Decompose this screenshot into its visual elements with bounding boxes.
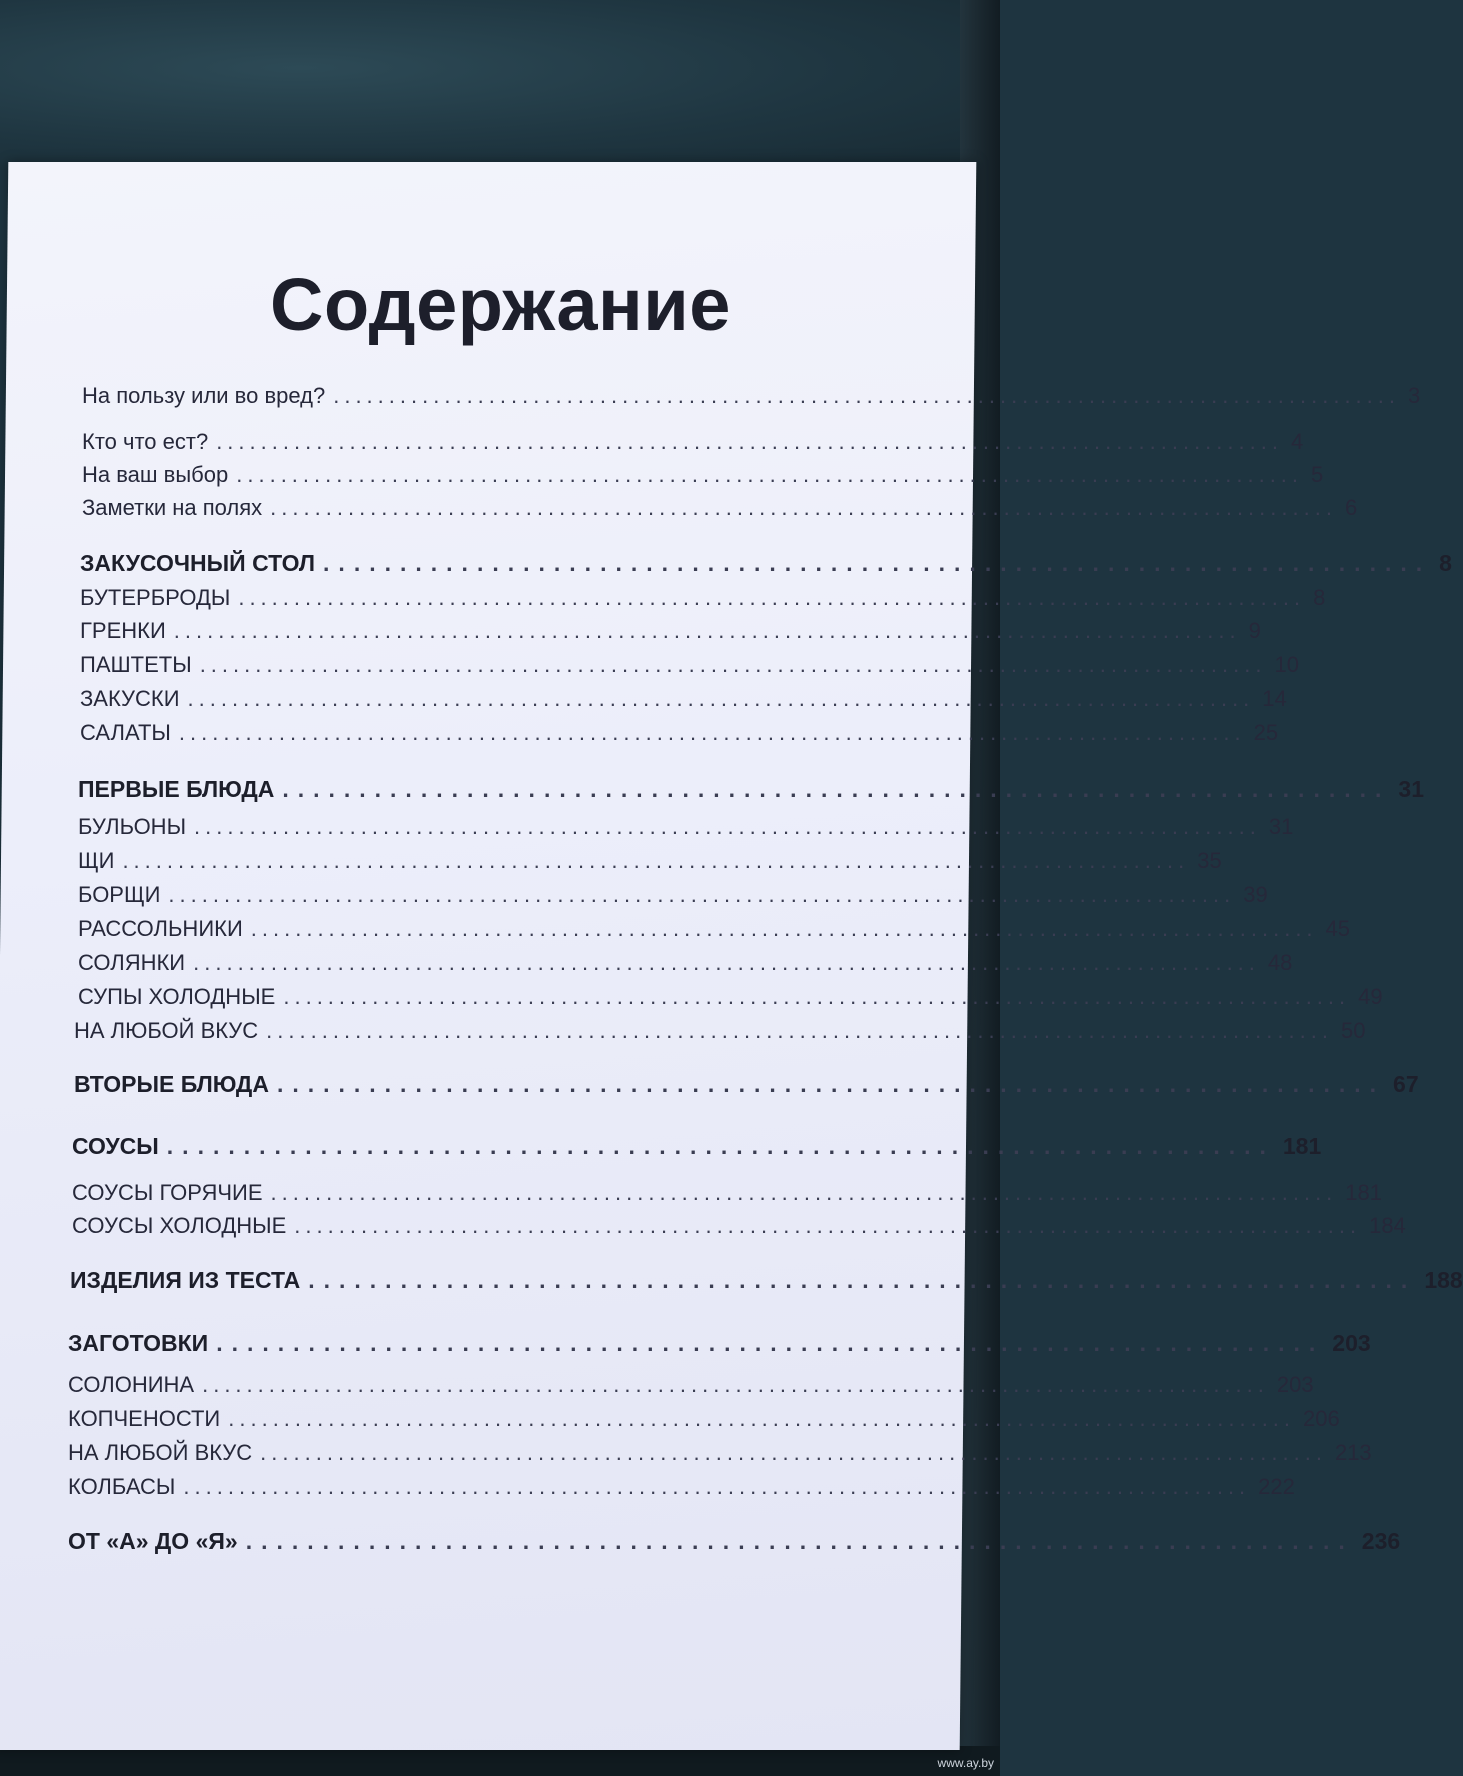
toc-leader-dots: ........................................................................	[308, 1267, 1417, 1293]
toc-entry-page: 5	[1311, 462, 1324, 487]
toc-leader-dots: ........................................................................	[216, 1330, 1325, 1356]
toc-entry-label: СОЛЯНКИ	[78, 950, 186, 975]
toc-entry	[82, 495, 1358, 521]
toc-section-page: 236	[1361, 1528, 1401, 1554]
toc-entry-label: СОУСЫ ГОРЯЧИЕ	[72, 1180, 263, 1205]
toc-section-label: ЗАГОТОВКИ	[68, 1330, 209, 1356]
toc-entry-label: Заметки на полях	[82, 495, 263, 520]
toc-section-label: ИЗДЕЛИЯ ИЗ ТЕСТА	[70, 1267, 301, 1293]
toc-entry	[78, 848, 1222, 874]
toc-entry	[82, 462, 1324, 488]
toc-entry-label: БОРЩИ	[78, 882, 161, 907]
toc-entry-label: СУПЫ ХОЛОДНЫЕ	[78, 984, 276, 1009]
toc-entry-page: 6	[1344, 495, 1358, 520]
toc-leader-dots: ........................................................................	[166, 1133, 1275, 1159]
toc-entry-page: 4	[1290, 429, 1304, 454]
toc-section	[68, 1330, 1371, 1357]
toc-entry-page: 203	[1276, 1372, 1314, 1397]
toc-section	[70, 1267, 1463, 1294]
toc-leader-dots: ................................................................................................	[178, 720, 1246, 745]
toc-leader-dots: ................................................................................................	[283, 984, 1351, 1009]
toc-leader-dots: ................................................................................................	[270, 1180, 1338, 1205]
toc-leader-dots: ........................................................................	[245, 1528, 1354, 1554]
toc-leader-dots: ................................................................................................	[187, 686, 1255, 711]
toc-leader-dots: ................................................................................................	[250, 916, 1318, 941]
toc-entry-label: КОПЧЕНОСТИ	[68, 1406, 221, 1431]
toc-section-label: ОТ «А» ДО «Я»	[68, 1528, 238, 1554]
toc-entry-page: 3	[1408, 383, 1421, 408]
toc-entry-page: 206	[1303, 1406, 1340, 1431]
toc-entry-label: На пользу или во вред?	[82, 383, 326, 408]
toc-entry	[80, 720, 1279, 746]
toc-entry-page: 10	[1274, 652, 1299, 677]
toc-entry-label: РАССОЛЬНИКИ	[78, 916, 243, 941]
toc-leader-dots: ................................................................................................	[238, 585, 1306, 610]
toc-entry-page: 48	[1267, 950, 1293, 975]
toc-entry-page: 25	[1253, 720, 1279, 745]
toc-leader-dots: ................................................................................................	[173, 618, 1241, 643]
toc-section	[74, 1071, 1419, 1098]
toc-entry	[80, 652, 1299, 678]
toc-entry-page: 31	[1268, 814, 1294, 839]
toc-entry-page: 213	[1334, 1440, 1372, 1465]
toc-entry-label: ГРЕНКИ	[80, 618, 166, 643]
toc-section-page: 203	[1332, 1330, 1371, 1356]
toc-section-page: 8	[1439, 550, 1452, 576]
toc-section	[80, 550, 1452, 577]
toc-leader-dots: ................................................................................................	[228, 1406, 1296, 1431]
toc-section-label: ЗАКУСОЧНЫЙ СТОЛ	[80, 550, 316, 576]
toc-entry	[68, 1474, 1295, 1500]
toc-section-page: 181	[1282, 1133, 1322, 1159]
toc-entry-page: 45	[1325, 916, 1351, 941]
toc-entry	[80, 585, 1326, 611]
toc-leader-dots: ........................................................................	[282, 776, 1391, 802]
toc-entry-label: Кто что ест?	[82, 429, 209, 454]
toc-entry-page: 8	[1313, 585, 1326, 610]
toc-entry	[68, 1440, 1372, 1466]
toc-section-page: 188	[1424, 1267, 1463, 1293]
toc-leader-dots: ................................................................................................	[168, 882, 1236, 907]
toc-section	[72, 1133, 1322, 1160]
toc-entry	[78, 916, 1351, 942]
toc-leader-dots: ................................................................................................	[294, 1213, 1362, 1238]
toc-entry	[68, 1406, 1340, 1432]
toc-entry	[82, 383, 1421, 409]
toc-leader-dots: ................................................................................................	[122, 848, 1190, 873]
toc-entry-page: 39	[1243, 882, 1268, 907]
toc-leader-dots: ................................................................................................	[202, 1372, 1269, 1397]
toc-leader-dots: ........................................................................	[323, 550, 1432, 576]
toc-entry-label: ЗАКУСКИ	[80, 686, 180, 711]
toc-leader-dots: ................................................................................................	[216, 429, 1283, 454]
toc-entry-page: 184	[1369, 1213, 1406, 1238]
toc-leader-dots: ................................................................................................	[270, 495, 1337, 520]
toc-section-label: ПЕРВЫЕ БЛЮДА	[78, 776, 275, 802]
toc-section-page: 31	[1398, 776, 1424, 802]
toc-entry-page: 49	[1358, 984, 1383, 1009]
toc-entry-label: НА ЛЮБОЙ ВКУС	[68, 1440, 253, 1465]
toc-entry	[80, 686, 1287, 712]
toc-entry	[74, 1018, 1366, 1044]
toc-entry-label: ЩИ	[78, 848, 115, 873]
watermark: www.ay.by	[937, 1756, 994, 1770]
toc-section	[78, 776, 1424, 803]
toc-entry-label: КОЛБАСЫ	[68, 1474, 176, 1499]
toc-leader-dots: ................................................................................................	[260, 1440, 1327, 1465]
toc-entry-label: СОУСЫ ХОЛОДНЫЕ	[72, 1213, 287, 1238]
toc-entry	[72, 1180, 1383, 1206]
toc-entry	[78, 814, 1294, 840]
toc-leader-dots: ................................................................................................	[183, 1474, 1251, 1499]
toc-entry-label: БУТЕРБРОДЫ	[80, 585, 231, 610]
toc-entry	[78, 950, 1293, 976]
toc-entry-label: СОЛОНИНА	[68, 1372, 195, 1397]
toc-entry-page: 181	[1345, 1180, 1383, 1205]
toc-section-page: 67	[1393, 1071, 1419, 1097]
toc-entry-page: 9	[1248, 618, 1261, 643]
toc-leader-dots: ................................................................................................	[199, 652, 1267, 677]
toc-entry	[78, 882, 1268, 908]
toc-entry-label: БУЛЬОНЫ	[78, 814, 187, 839]
toc-entry-label: САЛАТЫ	[80, 720, 171, 745]
toc-leader-dots: ........................................................................	[276, 1071, 1386, 1097]
toc-entry-label: ПАШТЕТЫ	[80, 652, 192, 677]
toc-leader-dots: ................................................................................................	[236, 462, 1304, 487]
toc-leader-dots: ................................................................................................	[266, 1018, 1333, 1043]
toc-section-label: ВТОРЫЕ БЛЮДА	[74, 1071, 269, 1097]
toc-entry	[82, 429, 1304, 455]
toc-entry	[72, 1213, 1406, 1239]
toc-entry	[78, 984, 1383, 1010]
toc-section-label: СОУСЫ	[72, 1133, 159, 1159]
toc-leader-dots: ................................................................................................	[333, 383, 1400, 408]
toc-leader-dots: ................................................................................................	[194, 814, 1261, 839]
toc-section	[68, 1528, 1401, 1555]
toc-leader-dots: ................................................................................................	[193, 950, 1260, 975]
toc-entry-label: НА ЛЮБОЙ ВКУС	[74, 1018, 259, 1043]
toc-entry-page: 14	[1262, 686, 1287, 711]
toc-entry-page: 35	[1197, 848, 1222, 873]
toc-entry-page: 50	[1340, 1018, 1366, 1043]
toc-entry-label: На ваш выбор	[82, 462, 229, 487]
toc-entry-page: 222	[1258, 1474, 1295, 1499]
toc-entry	[68, 1372, 1314, 1398]
page-title: Содержание	[270, 263, 731, 346]
toc-entry	[80, 618, 1261, 644]
